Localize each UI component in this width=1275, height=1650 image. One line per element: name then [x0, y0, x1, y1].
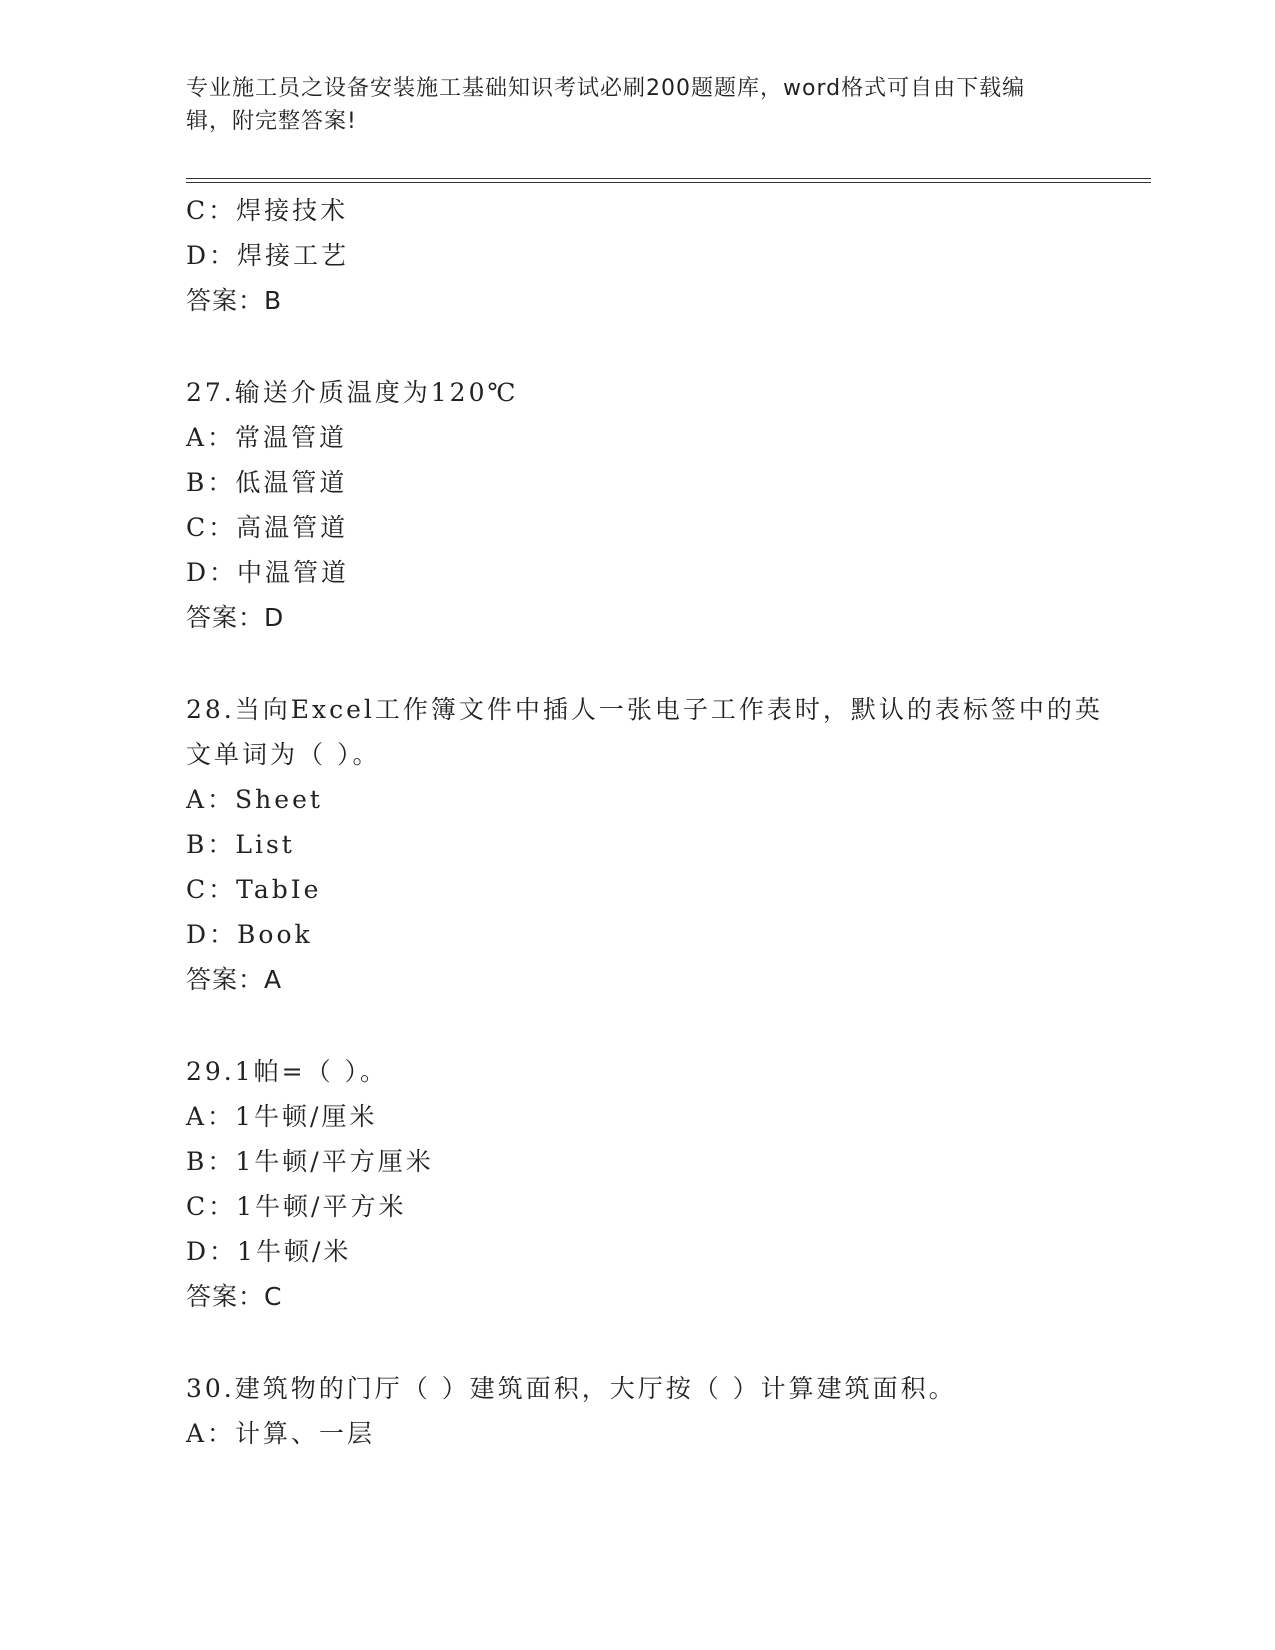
page-header: 专业施工员之设备安装施工基础知识考试必刷200题题库，word格式可自由下载编辑，附完整答案! — [186, 76, 1026, 134]
option-a: A：计算、一层 — [186, 1419, 376, 1448]
question-content — [186, 188, 1126, 1456]
header-rule-bottom — [186, 182, 1151, 183]
question-30 — [186, 1366, 1126, 1456]
option-d: D：中温管道 — [186, 558, 350, 587]
question-29 — [186, 1049, 1126, 1319]
answer: 答案：A — [186, 965, 283, 994]
option-c: C：TabIe — [186, 875, 322, 904]
option-d: D：Book — [186, 920, 313, 949]
option-b: B：1牛顿/平方厘米 — [186, 1147, 434, 1176]
option-b: B：低温管道 — [186, 468, 348, 497]
option-d: D：焊接工艺 — [186, 241, 350, 270]
spacer — [186, 1319, 1126, 1366]
question-stem: 28.当向Excel工作簿文件中插人一张电子工作表时，默认的表标签中的英文单词为（ ）。 — [186, 695, 1103, 769]
spacer — [186, 1002, 1126, 1049]
question-27 — [186, 370, 1126, 640]
spacer — [186, 640, 1126, 687]
answer: 答案：D — [186, 603, 285, 632]
option-a: A：常温管道 — [186, 423, 348, 452]
spacer — [186, 323, 1126, 370]
answer: 答案：C — [186, 1282, 283, 1311]
answer: 答案：B — [186, 286, 283, 315]
option-c: C：1牛顿/平方米 — [186, 1192, 407, 1221]
option-a: A：Sheet — [186, 785, 323, 814]
question-28 — [186, 687, 1126, 1002]
option-b: B：List — [186, 830, 295, 859]
option-c: C：焊接技术 — [186, 196, 349, 225]
option-c: C：高温管道 — [186, 513, 349, 542]
question-stem: 29.1帕=（ ）。 — [186, 1057, 389, 1086]
header-rule-top — [186, 178, 1151, 179]
option-d: D：1牛顿/米 — [186, 1237, 352, 1266]
question-stem: 30.建筑物的门厅（ ）建筑面积，大厅按（ ）计算建筑面积。 — [186, 1374, 957, 1403]
question-fragment — [186, 188, 1126, 323]
option-a: A：1牛顿/厘米 — [186, 1102, 378, 1131]
question-stem: 27.输送介质温度为120℃ — [186, 378, 519, 407]
